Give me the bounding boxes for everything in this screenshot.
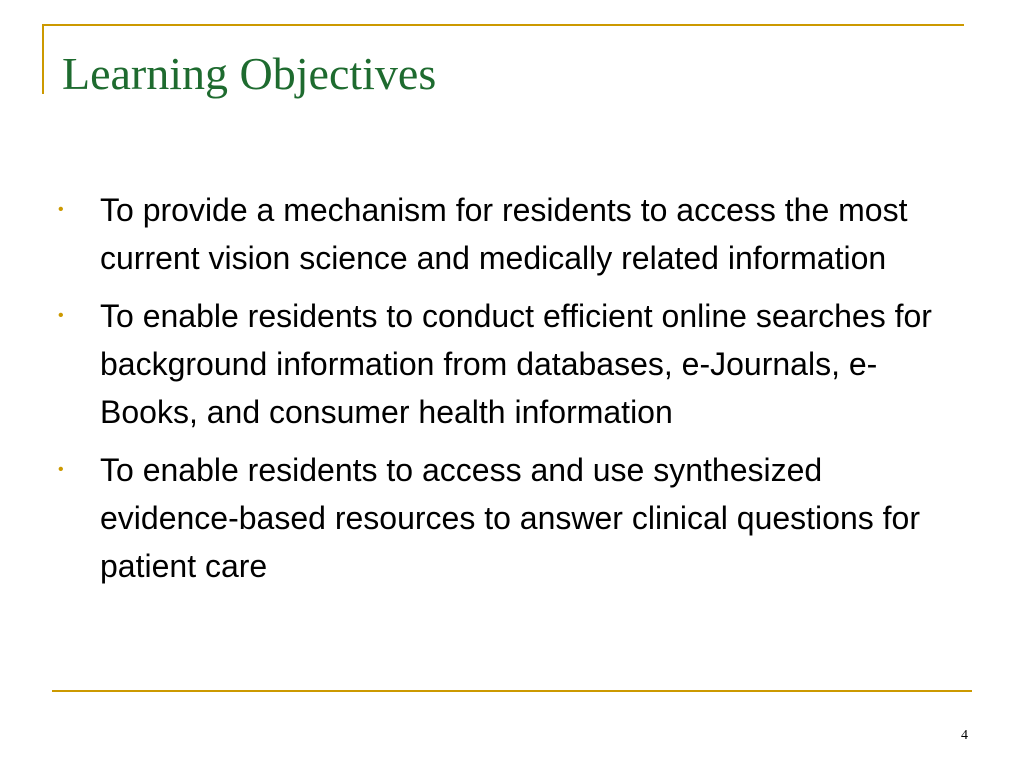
bullet-item bbox=[58, 292, 968, 436]
bullet-text: To provide a mechanism for residents to access the most current vision science and medically related information bbox=[100, 192, 908, 276]
bullet-marker: • bbox=[58, 461, 64, 478]
footer-rule bbox=[52, 690, 972, 692]
frame-top-rule bbox=[42, 24, 964, 26]
slide-title: Learning Objectives bbox=[62, 48, 437, 99]
page-number: 4 bbox=[961, 728, 968, 743]
bullet-list bbox=[58, 186, 968, 600]
bullet-item bbox=[58, 186, 968, 282]
bullet-text: To enable residents to conduct efficient online searches for background information from databases, e-Journals, e-Books, and consumer health information bbox=[100, 298, 932, 430]
bullet-text: To enable residents to access and use synthesized evidence-based resources to answer clinical questions for patient care bbox=[100, 452, 920, 584]
bullet-item bbox=[58, 446, 968, 590]
frame-left-rule bbox=[42, 24, 44, 94]
bullet-marker: • bbox=[58, 307, 64, 324]
bullet-marker: • bbox=[58, 201, 64, 218]
